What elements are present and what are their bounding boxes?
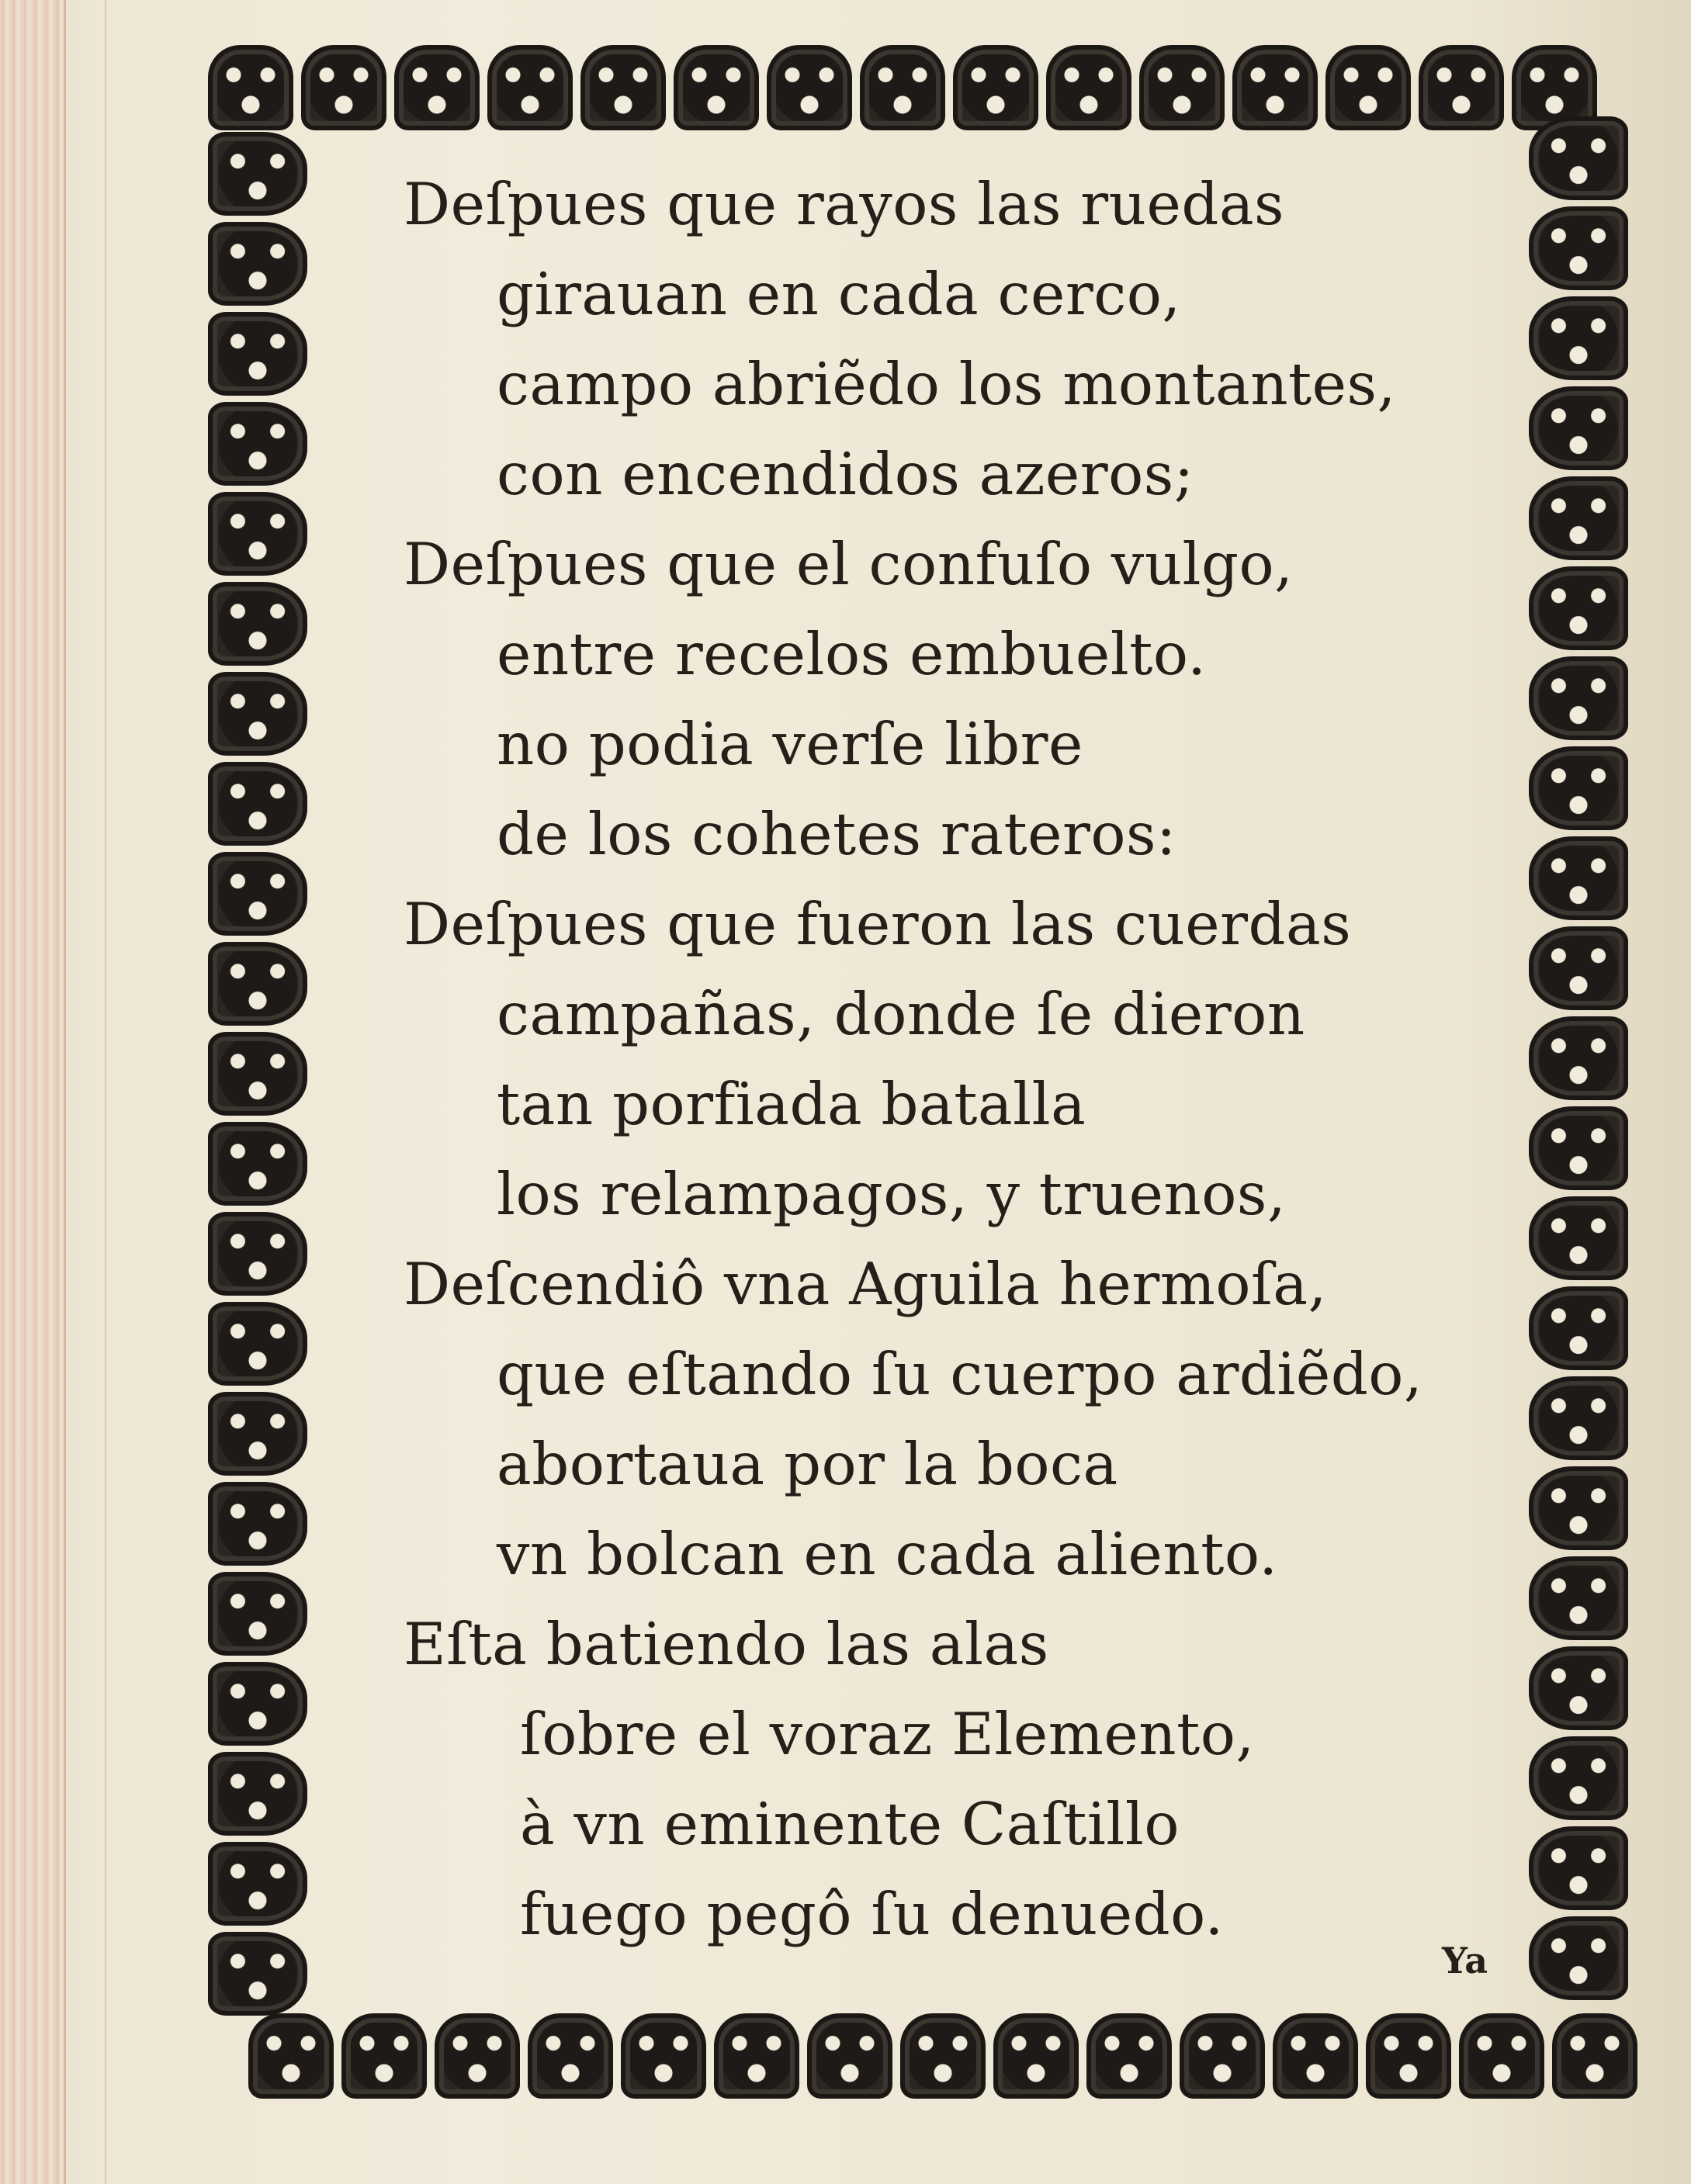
ornament-tile [208, 762, 307, 846]
verse-line: vn bolcan en cada aliento. [497, 1520, 1278, 1588]
ornament-tile [208, 1032, 307, 1116]
verse-line: à vn eminente Caſtillo [520, 1790, 1180, 1858]
ornament-tile [1529, 206, 1628, 290]
verse-line: abortaua por la boca [497, 1430, 1118, 1498]
ornament-tile [1529, 1196, 1628, 1280]
ornament-tile [900, 2013, 986, 2099]
ornament-tile [953, 45, 1038, 130]
ornament-tile [528, 2013, 613, 2099]
verse-line: campo abriẽdo los montantes, [497, 350, 1396, 418]
ornament-tile [1552, 2013, 1637, 2099]
ornament-tile [1366, 2013, 1451, 2099]
verse-line: los relampagos, y truenos, [497, 1160, 1287, 1228]
ornament-tile [208, 1302, 307, 1386]
ornament-tile [1529, 476, 1628, 560]
ornament-tile [1529, 926, 1628, 1010]
verse-line: Deſcendiô vna Aguila hermoſa, [404, 1250, 1327, 1318]
ornament-tile [1529, 1556, 1628, 1640]
ornamental-border-top [208, 45, 1636, 138]
ornament-tile [1529, 836, 1628, 920]
ornament-tile [487, 45, 573, 130]
ornament-tile [621, 2013, 706, 2099]
ornamental-border-right [1529, 116, 1651, 2025]
ornament-tile [1529, 1736, 1628, 1820]
ornament-tile [208, 132, 307, 216]
ornament-tile [301, 45, 386, 130]
ornament-tile [1180, 2013, 1265, 2099]
ornament-tile [394, 45, 480, 130]
verse-line: girauan en cada cerco, [497, 260, 1181, 328]
ornament-tile [1273, 2013, 1358, 2099]
verse-line: Deſpues que el confuſo vulgo, [404, 530, 1294, 598]
ornament-tile [435, 2013, 520, 2099]
ornament-tile [860, 45, 945, 130]
ornament-tile [208, 492, 307, 576]
ornament-tile [208, 582, 307, 666]
ornament-tile [208, 1392, 307, 1476]
verse-line: con encendidos azeros; [497, 440, 1194, 508]
ornament-tile [1529, 386, 1628, 470]
verse-line: fuego pegô ſu denuedo. [520, 1880, 1224, 1948]
ornament-tile [1529, 1646, 1628, 1730]
catchword: Ya [1442, 1940, 1488, 1982]
ornament-tile [208, 1752, 307, 1836]
ornament-tile [208, 222, 307, 306]
ornament-tile [1046, 45, 1131, 130]
ornament-tile [807, 2013, 892, 2099]
ornament-tile [208, 1572, 307, 1656]
ornament-tile [1529, 116, 1628, 200]
ornament-tile [208, 1842, 307, 1926]
ornament-tile [208, 312, 307, 396]
ornament-tile [1529, 1376, 1628, 1460]
verse-line: que eſtando ſu cuerpo ardiẽdo, [497, 1340, 1423, 1408]
ornament-tile [1529, 1106, 1628, 1190]
verse-line: no podia verſe libre [497, 710, 1083, 778]
ornament-tile [1232, 45, 1318, 130]
ornament-tile [208, 672, 307, 756]
ornament-tile [1529, 746, 1628, 830]
ornament-tile [1139, 45, 1225, 130]
ornament-tile [1459, 2013, 1544, 2099]
ornament-tile [1529, 1916, 1628, 2000]
ornament-tile [248, 2013, 334, 2099]
ornament-tile [1529, 656, 1628, 740]
ornament-tile [580, 45, 666, 130]
gutter-line [105, 0, 106, 2184]
poem-text [404, 159, 1529, 1959]
ornament-tile [1529, 1826, 1628, 1910]
ornamental-border-bottom [248, 2013, 1668, 2113]
ornament-tile [993, 2013, 1079, 2099]
verse-line: ſobre el voraz Elemento, [520, 1700, 1255, 1768]
verse-line: tan porfiada batalla [497, 1070, 1086, 1138]
ornament-tile [208, 1482, 307, 1566]
ornament-tile [341, 2013, 427, 2099]
ornament-tile [1529, 1286, 1628, 1370]
ornament-tile [1529, 566, 1628, 650]
ornament-tile [208, 1212, 307, 1296]
ornament-tile [208, 1662, 307, 1746]
ornament-tile [1529, 1016, 1628, 1100]
ornament-tile [208, 852, 307, 936]
verse-line: de los cohetes rateros: [497, 800, 1176, 868]
page-edge [0, 0, 66, 2184]
verse-line: entre recelos embuelto. [497, 620, 1207, 688]
ornament-tile [208, 45, 293, 130]
ornament-tile [208, 1932, 307, 2016]
ornament-tile [1529, 1466, 1628, 1550]
ornament-tile [208, 402, 307, 486]
ornament-tile [1325, 45, 1411, 130]
ornament-tile [1419, 45, 1504, 130]
ornament-tile [208, 1122, 307, 1206]
ornament-tile [674, 45, 759, 130]
ornament-tile [208, 942, 307, 1026]
verse-line: Deſpues que fueron las cuerdas [404, 890, 1352, 958]
ornamental-border-left [208, 132, 324, 2017]
ornament-tile [1529, 296, 1628, 380]
ornament-tile [1086, 2013, 1172, 2099]
ornament-tile [767, 45, 852, 130]
ornament-tile [714, 2013, 799, 2099]
verse-line: Eſta batiendo las alas [404, 1610, 1049, 1678]
verse-line: campañas, donde ſe dieron [497, 980, 1305, 1048]
verse-line: Deſpues que rayos las ruedas [404, 170, 1285, 238]
